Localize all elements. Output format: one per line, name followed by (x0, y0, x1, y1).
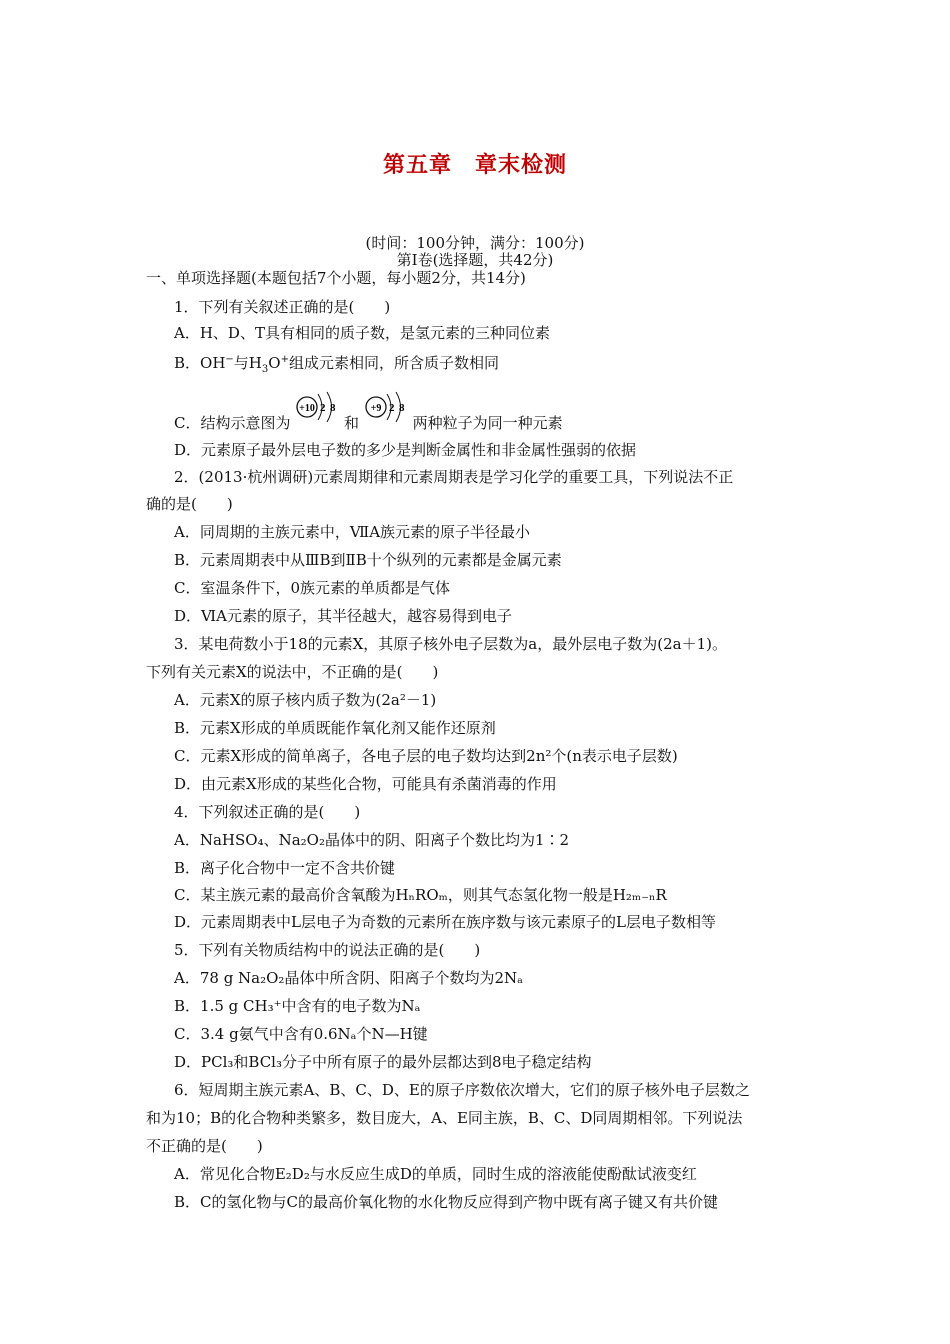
q1-b-pre: B．OH (174, 354, 226, 372)
exam-part-line: 第Ⅰ卷(选择题，共42分) (396, 251, 554, 269)
svg-text:2: 2 (388, 402, 395, 414)
diagram1-nucleus: +10 (299, 403, 316, 414)
q4-option-a: A．NaHSO₄、Na₂O₂晶体中的阴、阳离子个数比均为1∶2 (174, 831, 570, 849)
q2-option-b: B．元素周期表中从ⅢB到ⅡB十个纵列的元素都是金属元素 (174, 551, 562, 569)
q5-option-b: B．1.5 g CH₃⁺中含有的电子数为Nₐ (174, 997, 421, 1015)
q6-option-b: B．C的氢化物与C的最高价氧化物的水化物反应得到产物中既有离子键又有共价键 (174, 1193, 718, 1211)
q5-option-c: C．3.4 g氨气中含有0.6Nₐ个N—H键 (174, 1025, 428, 1043)
q1-b-sup2: + (280, 354, 289, 365)
q5-option-d: D．PCl₃和BCl₃分子中所有原子的最外层都达到8电子稳定结构 (174, 1053, 592, 1071)
q3-stem-line2: 下列有关元素X的说法中，不正确的是( ) (146, 663, 439, 681)
q2-stem-line2: 确的是( ) (146, 495, 233, 513)
q6-stem-line3: 不正确的是( ) (146, 1137, 263, 1155)
q1-option-d: D．元素原子最外层电子数的多少是判断金属性和非金属性强弱的依据 (174, 441, 637, 459)
q1-b-sub: 3 (261, 364, 269, 375)
atom-structure-diagram-2 (364, 402, 408, 434)
q1-b-mid2: O (268, 354, 281, 372)
q3-option-c: C．元素X形成的简单离子，各电子层的电子数均达到2n²个(n表示电子层数) (174, 747, 678, 765)
q3-stem-line1: 3．某电荷数小于18的元素X，其原子核外电子层数为a，最外层电子数为(2a＋1)。 (174, 635, 727, 653)
q6-option-a: A．常见化合物E₂D₂与水反应生成D的单质，同时生成的溶液能使酚酞试液变红 (174, 1165, 697, 1183)
svg-text:8: 8 (330, 402, 336, 414)
atom-structure-diagram-1 (295, 402, 339, 434)
svg-text:8: 8 (398, 402, 405, 414)
exam-time-line: (时间：100分钟，满分：100分) (365, 234, 585, 252)
q1-stem: 1．下列有关叙述正确的是( ) (174, 298, 391, 316)
q4-stem: 4．下列叙述正确的是( ) (174, 803, 361, 821)
q4-option-b: B．离子化合物中一定不含共价键 (174, 859, 396, 877)
q3-option-a: A．元素X的原子核内质子数为(2a²－1) (174, 691, 437, 709)
q3-option-d: D．由元素X形成的某些化合物，可能具有杀菌消毒的作用 (174, 775, 557, 793)
q1-b-mid: 与H (233, 354, 262, 372)
q1-c-post: 两种粒子为同一种元素 (412, 414, 563, 432)
q2-option-c: C．室温条件下，0族元素的单质都是气体 (174, 579, 451, 597)
diagram2-nucleus: +9 (370, 403, 382, 414)
q1-option-b (174, 350, 499, 380)
page-title: 第五章 章末检测 (382, 153, 567, 178)
q5-stem: 5．下列有关物质结构中的说法正确的是( ) (174, 941, 481, 959)
q1-option-a: A．H、D、T具有相同的质子数，是氢元素的三种同位素 (174, 324, 550, 342)
q2-option-a: A．同周期的主族元素中，ⅦA族元素的原子半径最小 (174, 523, 531, 541)
q6-stem-line1: 6．短周期主族元素A、B、C、D、E的原子序数依次增大，它们的原子核外电子层数之 (174, 1081, 750, 1099)
q2-stem-line1: 2．(2013·杭州调研)元素周期律和元素周期表是学习化学的重要工具，下列说法不正 (174, 468, 734, 486)
svg-text:2: 2 (320, 402, 326, 414)
q4-option-d: D．元素周期表中L层电子为奇数的元素所在族序数与该元素原子的L层电子数相等 (174, 913, 716, 931)
q1-b-post: 组成元素相同，所含质子数相同 (288, 354, 499, 372)
q5-option-a: A．78 g Na₂O₂晶体中所含阴、阳离子个数均为2Nₐ (174, 969, 523, 987)
section-heading: 一、单项选择题(本题包括7个小题，每小题2分，共14分) (146, 269, 526, 287)
q4-option-c: C．某主族元素的最高价含氧酸为HₙROₘ，则其气态氢化物一般是H₂ₘ₋ₙR (174, 886, 667, 904)
q6-stem-line2: 和为10；B的化合物种类繁多，数目庞大，A、E同主族，B、C、D同周期相邻。下列说法 (146, 1109, 743, 1127)
q1-c-pre: C．结构示意图为 (174, 414, 291, 432)
q2-option-d: D．ⅥA元素的原子，其半径越大，越容易得到电子 (174, 607, 512, 625)
q1-b-sup1: − (225, 354, 234, 365)
q1-option-c (174, 402, 563, 434)
q1-c-mid: 和 (344, 414, 360, 432)
q3-option-b: B．元素X形成的单质既能作氧化剂又能作还原剂 (174, 719, 496, 737)
